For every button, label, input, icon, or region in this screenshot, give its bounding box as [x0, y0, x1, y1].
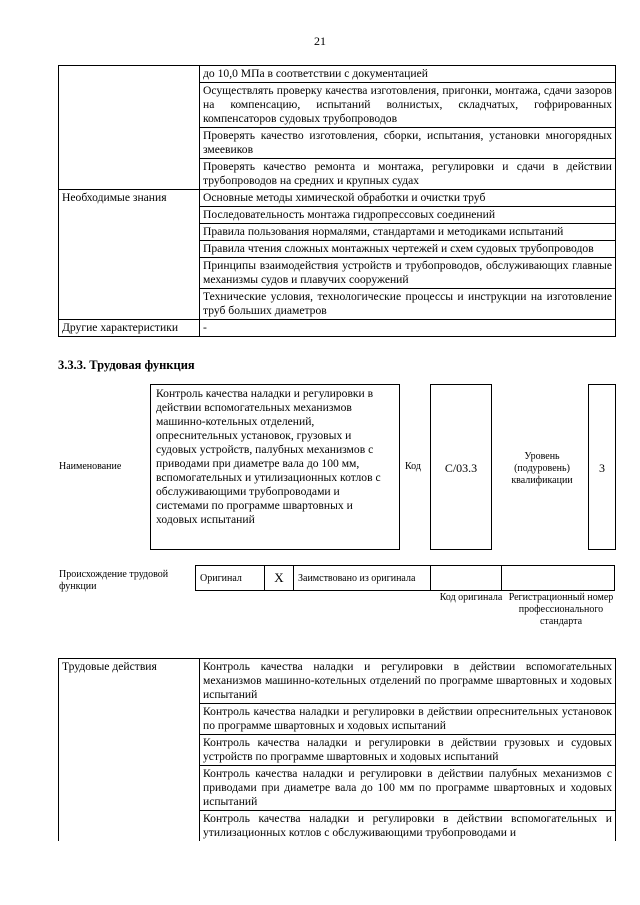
table-cell: Последовательность монтажа гидропрессовых соединений [200, 207, 616, 224]
table-row [59, 66, 616, 83]
origin-table [195, 565, 615, 591]
name-label: Наименование [59, 461, 122, 472]
function-name-box: Контроль качества наладки и регулировки в действии вспомогательных механизмов машинно-котельных отделений, опреснительных установок, грузовых и судовых устройств, палубных механизмов с приводами при диаметре вала до 100 мм, вспомогательных и утилизационных котлов с обслуживающими трубопроводами и системами по программе швартовных и ходовых испытаний [150, 384, 400, 550]
table-cell: Контроль качества наладки и регулировки в действии грузовых и судовых устройств по программе швартовных и ходовых испытаний [200, 735, 616, 766]
page-number: 21 [314, 34, 326, 48]
row-label-other: Другие характеристики [59, 320, 200, 337]
origin-label: Происхождение трудовой функции [59, 569, 169, 592]
row-label-knowledge: Необходимые знания [59, 190, 200, 320]
original-code-cell [431, 566, 502, 591]
table-row [59, 659, 616, 704]
skills-knowledge-table [58, 65, 616, 337]
original-mark: X [265, 566, 294, 591]
table-row [59, 190, 616, 207]
table-cell: Контроль качества наладки и регулировки в действии палубных механизмов с приводами при диаметре вала до 100 мм по программе швартовных и ходовых испытаний [200, 766, 616, 811]
level-label: Уровень (подуровень) квалификации [511, 451, 573, 486]
level-value-box: 3 [588, 384, 616, 550]
section-heading: 3.3.3. Трудовая функция [58, 358, 195, 372]
table-cell: Контроль качества наладки и регулировки в действии вспомогательных и утилизационных котлов с обслуживающими трубопроводами и [200, 811, 616, 842]
table-cell: Принципы взаимодействия устройств и трубопроводов, обслуживающих главные механизмы судов и плавучих сооружений [200, 258, 616, 289]
table-cell: Проверять качество ремонта и монтажа, регулировки и сдачи в действии трубопроводов на средних и крупных судах [200, 159, 616, 190]
registration-number-caption: Регистрационный номер профессионального стандарта [508, 592, 614, 627]
row-label-actions: Трудовые действия [59, 659, 200, 842]
original-label: Оригинал [196, 566, 265, 591]
labor-actions-table [58, 658, 616, 841]
table-cell: Проверять качество изготовления, сборки, испытания, установки многорядных змеевиков [200, 128, 616, 159]
table-cell: Правила чтения сложных монтажных чертежей и схем судовых трубопроводов [200, 241, 616, 258]
code-label: Код [405, 461, 421, 472]
table-cell: Правила пользования нормалями, стандартами и методиками испытаний [200, 224, 616, 241]
table-row [59, 320, 616, 337]
table-cell: до 10,0 МПа в соответствии с документацией [200, 66, 616, 83]
registration-number-cell [502, 566, 615, 591]
borrowed-label: Заимствовано из оригинала [294, 566, 431, 591]
table-cell: Осуществлять проверку качества изготовления, пригонки, монтажа, сдачи зазоров на компенсацию, испытаний волнистых, складчатых, гофрированных компенсаторов судовых трубопроводов [200, 83, 616, 128]
table-row [196, 566, 615, 591]
row-label [59, 66, 200, 190]
table-cell: Контроль качества наладки и регулировки в действии опреснительных установок по программе швартовных и ходовых испытаний [200, 704, 616, 735]
original-code-caption: Код оригинала [439, 592, 503, 603]
table-cell: Основные методы химической обработки и очистки труб [200, 190, 616, 207]
table-cell: Технические условия, технологические процессы и инструкции на изготовление труб больших диаметров [200, 289, 616, 320]
table-cell: - [200, 320, 616, 337]
function-code-box: C/03.3 [430, 384, 492, 550]
table-cell: Контроль качества наладки и регулировки в действии вспомогательных механизмов машинно-котельных отделений по программе швартовных и ходовых испытаний [200, 659, 616, 704]
